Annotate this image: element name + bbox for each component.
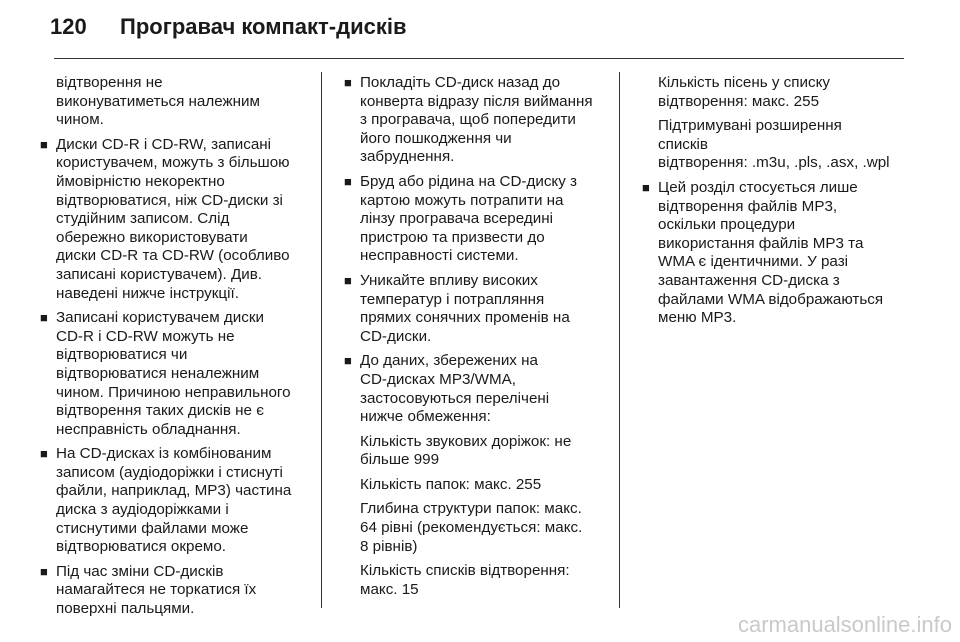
text-line: наведені нижче інструкції.	[56, 284, 239, 302]
text-line: відтворюватися чи	[56, 346, 188, 364]
text-line: чином. Причиною неправильного	[56, 383, 291, 401]
text-line: пристрою та призвести до	[360, 228, 545, 246]
text-line: чином.	[56, 111, 104, 129]
bullet-icon: ■	[344, 173, 352, 189]
text-line: виконуватиметься належним	[56, 92, 260, 110]
bullet-icon: ■	[344, 75, 352, 90]
text-line: більше 999	[360, 451, 440, 469]
text-line: відтворюватися неналежним	[56, 364, 260, 382]
sub-paragraph	[638, 74, 910, 111]
text-line: Кількість звукових доріжок: не	[360, 432, 572, 450]
text-line: прямих сонячних променів на	[360, 309, 570, 327]
text-line: файли, наприклад, MP3) частина	[56, 482, 292, 500]
text-line: відтворюватися окремо.	[56, 538, 227, 556]
text-line: записані користувачем). Див.	[56, 265, 263, 283]
text-line: WMA є ідентичними. У разі	[658, 253, 849, 271]
text-line: обережно використовувати	[56, 228, 248, 246]
column-divider	[619, 72, 620, 608]
page-number: 120	[50, 14, 87, 39]
bullet-icon: ■	[40, 310, 48, 326]
bullet-icon: ■	[40, 563, 48, 579]
text-line: використання файлів MP3 та	[658, 234, 864, 252]
column-divider	[321, 72, 322, 608]
sub-paragraph	[638, 117, 910, 173]
column-2	[340, 74, 612, 605]
text-line: відтворення: .m3u, .pls, .asx, .wpl	[658, 154, 890, 172]
text-line: відтворення таких дисків не є	[56, 402, 264, 420]
list-item	[638, 179, 910, 328]
text-line: 64 рівні (рекомендується: макс.	[360, 519, 583, 537]
text-line: застосовуються перелічені	[360, 389, 550, 407]
page-title: Програвач компакт-дисків	[120, 14, 407, 39]
text-line: До даних, збережених на	[360, 352, 538, 370]
sub-paragraph	[340, 433, 612, 470]
bullet-icon: ■	[642, 179, 650, 195]
list-item	[36, 136, 312, 303]
text-line: відтворення не	[56, 74, 163, 91]
text-line: лінзу програвача всередині	[360, 210, 553, 228]
text-line: Диски CD-R і CD-RW, записані	[56, 135, 272, 153]
list-item	[340, 352, 612, 426]
text-line: Кількість папок: макс. 255	[360, 475, 542, 493]
watermark: carmanualsonline.info	[737, 612, 952, 637]
text-line: відтворення: макс. 255	[658, 92, 820, 110]
text-line: Кількість списків відтворення:	[360, 562, 570, 580]
text-line: диски CD-R та CD-RW (особливо	[56, 247, 290, 265]
text-line: Уникайте впливу високих	[360, 271, 538, 289]
sub-paragraph	[340, 500, 612, 556]
bullet-icon: ■	[344, 272, 352, 288]
text-line: оскільки процедури	[658, 216, 796, 234]
text-line: нижче обмеження:	[360, 408, 491, 426]
list-item	[36, 309, 312, 439]
text-line: намагайтеся не торкатися їх	[56, 581, 257, 599]
text-line: Бруд або рідина на CD-диску з	[360, 172, 578, 190]
text-line: студійним записом. Слід	[56, 210, 230, 228]
text-line: стиснутими файлами може	[56, 519, 249, 537]
sub-paragraph	[340, 476, 612, 495]
list-item	[340, 74, 612, 167]
text-line: завантаження CD-диска з	[658, 271, 840, 289]
continuation-paragraph	[36, 74, 312, 130]
bullet-icon: ■	[40, 136, 48, 152]
text-line: макс. 15	[360, 580, 419, 598]
text-line: Кількість пісень у списку	[658, 74, 830, 91]
text-line: з програвача, щоб попередити	[360, 111, 576, 129]
text-line: списків	[658, 135, 708, 153]
text-line: конверта відразу після виймання	[360, 92, 593, 110]
text-line: файлами WMA відображаються	[658, 290, 884, 308]
text-line: 8 рівнів)	[360, 537, 418, 555]
text-line: CD-R і CD-RW можуть не	[56, 327, 235, 345]
text-line: меню MP3.	[658, 309, 737, 327]
text-line: записом (аудіодоріжки і стиснуті	[56, 463, 283, 481]
text-line: Під час зміни CD-дисків	[56, 562, 224, 580]
column-1	[36, 74, 312, 625]
bullet-icon: ■	[344, 353, 352, 369]
page-header	[50, 14, 406, 44]
text-line: відтворення файлів MP3,	[658, 197, 838, 215]
column-3	[638, 74, 910, 334]
text-line: забруднення.	[360, 148, 455, 166]
text-line: Глибина структури папок: макс.	[360, 500, 582, 518]
text-line: CD-дисках MP3/WMA,	[360, 370, 516, 388]
text-line: Записані користувачем диски	[56, 309, 264, 327]
sub-paragraph	[340, 562, 612, 599]
header-divider	[54, 58, 904, 59]
text-line: ймовірністю некоректно	[56, 172, 225, 190]
text-line: диска з аудіодоріжками і	[56, 501, 229, 519]
text-line: несправність обладнання.	[56, 420, 241, 438]
text-line: картою можуть потрапити на	[360, 191, 564, 209]
text-line: користувачем, можуть з більшою	[56, 154, 290, 172]
text-line: його пошкодження чи	[360, 129, 512, 147]
text-line: На CD-дисках із комбінованим	[56, 445, 272, 463]
text-line: Підтримувані розширення	[658, 117, 842, 135]
bullet-icon: ■	[40, 446, 48, 462]
list-item	[340, 272, 612, 346]
text-line: несправності системи.	[360, 247, 519, 265]
text-line: Цей розділ стосується лише	[658, 178, 858, 196]
list-item	[36, 563, 312, 619]
text-line: поверхні пальцями.	[56, 600, 195, 618]
text-line: температур і потрапляння	[360, 290, 545, 308]
text-line: Покладіть CD-диск назад до	[360, 74, 561, 91]
text-line: відтворюватися, ніж CD-диски зі	[56, 191, 283, 209]
list-item	[36, 445, 312, 557]
text-line: CD-диски.	[360, 327, 432, 345]
list-item	[340, 173, 612, 266]
